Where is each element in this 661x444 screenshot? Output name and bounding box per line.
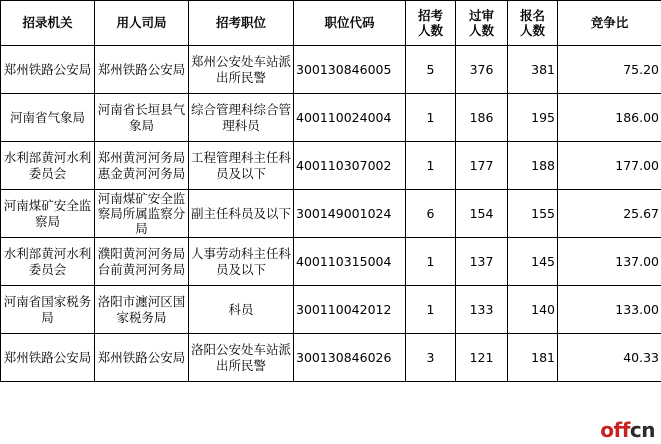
cell-ratio: 137.00 [558,238,661,286]
cell-code: 300149001024 [294,190,406,238]
column-header-post-label: 招考职位 [215,15,266,31]
cell-post: 科员 [189,286,294,334]
cell-hire: 1 [406,94,456,142]
column-header-hire [406,1,456,46]
table-row [1,238,661,286]
column-header-passed-line1: 过审 [468,7,494,23]
column-header-hire-line2: 人数 [417,23,443,38]
cell-applied: 181 [508,334,558,382]
cell-dept: 郑州铁路公安局 [95,46,189,94]
column-header-code [294,1,406,46]
cell-org: 河南省气象局 [1,94,95,142]
watermark-logo [600,418,655,442]
column-header-code-label: 职位代码 [324,15,375,31]
cell-passed: 133 [456,286,508,334]
cell-hire: 5 [406,46,456,94]
table-header [1,1,661,46]
cell-ratio: 75.20 [558,46,661,94]
cell-passed: 121 [456,334,508,382]
cell-org: 河南省国家税务局 [1,286,95,334]
cell-post: 工程管理科主任科员及以下 [189,142,294,190]
cell-post: 人事劳动科主任科员及以下 [189,238,294,286]
cell-dept: 濮阳黄河河务局台前黄河河务局 [95,238,189,286]
column-header-applied-line2: 人数 [519,23,545,38]
cell-applied: 195 [508,94,558,142]
cell-post: 综合管理科综合管理科员 [189,94,294,142]
cell-hire: 1 [406,142,456,190]
column-header-ratio [558,1,661,46]
cell-ratio: 25.67 [558,190,661,238]
cell-post: 郑州公安处车站派出所民警 [189,46,294,94]
cell-code: 300110042012 [294,286,406,334]
column-header-org [1,1,95,46]
cell-ratio: 40.33 [558,334,661,382]
column-header-post [189,1,294,46]
cell-applied: 188 [508,142,558,190]
column-header-hire-line1: 招考 [417,7,443,23]
cell-ratio: 177.00 [558,142,661,190]
cell-org: 郑州铁路公安局 [1,46,95,94]
table-row [1,46,661,94]
column-header-applied [508,1,558,46]
table-row [1,286,661,334]
table-row [1,334,661,382]
cell-applied: 381 [508,46,558,94]
column-header-applied-line1: 报名 [519,7,545,23]
cell-dept: 河南煤矿安全监察局所属监察分局 [95,190,189,238]
cell-code: 400110024004 [294,94,406,142]
cell-passed: 154 [456,190,508,238]
table-header-row [1,1,661,46]
cell-hire: 6 [406,190,456,238]
column-header-passed-line2: 人数 [468,23,494,38]
cell-hire: 1 [406,286,456,334]
column-header-dept [95,1,189,46]
cell-post: 副主任科员及以下 [189,190,294,238]
cell-dept: 河南省长垣县气象局 [95,94,189,142]
cell-applied: 155 [508,190,558,238]
cell-applied: 140 [508,286,558,334]
cell-code: 300130846026 [294,334,406,382]
cell-passed: 177 [456,142,508,190]
watermark-logo-part1: off [600,418,630,442]
column-header-dept-label: 用人司局 [116,15,167,31]
watermark-logo-part2: cn [629,418,655,442]
cell-ratio: 133.00 [558,286,661,334]
cell-ratio: 186.00 [558,94,661,142]
cell-dept: 洛阳市瀍河区国家税务局 [95,286,189,334]
cell-passed: 186 [456,94,508,142]
cell-code: 400110315004 [294,238,406,286]
cell-org: 水利部黄河水利委员会 [1,142,95,190]
cell-dept: 郑州黄河河务局惠金黄河河务局 [95,142,189,190]
cell-hire: 1 [406,238,456,286]
cell-org: 水利部黄河水利委员会 [1,238,95,286]
cell-org: 郑州铁路公安局 [1,334,95,382]
table-row [1,190,661,238]
table-row [1,94,661,142]
table-row [1,142,661,190]
table-body [1,46,661,382]
cell-code: 400110307002 [294,142,406,190]
cell-hire: 3 [406,334,456,382]
column-header-ratio-label: 竞争比 [590,15,629,31]
cell-passed: 376 [456,46,508,94]
column-header-passed [456,1,508,46]
cell-post: 洛阳公安处车站派出所民警 [189,334,294,382]
cell-passed: 137 [456,238,508,286]
cell-dept: 郑州铁路公安局 [95,334,189,382]
column-header-org-label: 招录机关 [22,15,73,31]
cell-code: 300130846005 [294,46,406,94]
cell-applied: 145 [508,238,558,286]
cell-org: 河南煤矿安全监察局 [1,190,95,238]
